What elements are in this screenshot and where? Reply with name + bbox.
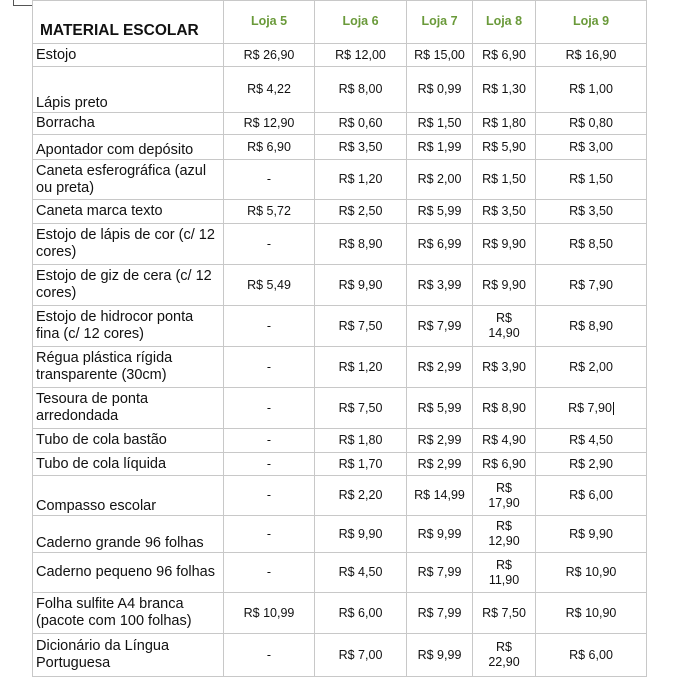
price-value: - xyxy=(266,172,272,186)
price-cell[interactable] xyxy=(407,553,473,593)
price-value: R$ 12,90 xyxy=(243,116,295,130)
price-value: R$ 9,90 xyxy=(338,277,383,292)
price-value: R$ 1,20 xyxy=(338,359,383,374)
item-name-cell[interactable]: Tesoura de ponta arredondada xyxy=(33,388,224,429)
price-cell[interactable] xyxy=(224,429,315,453)
item-name-cell[interactable]: Tubo de cola líquida xyxy=(33,453,224,476)
price-value: - xyxy=(266,433,272,447)
table-row xyxy=(33,224,647,265)
price-cell[interactable] xyxy=(407,388,473,429)
price-value: R$ 4,50 xyxy=(338,565,383,579)
item-name-cell[interactable]: Dicionário da Língua Portuguesa xyxy=(33,634,224,677)
price-cell[interactable] xyxy=(407,516,473,553)
price-cell[interactable] xyxy=(224,593,315,634)
price-value: R$ 2,00 xyxy=(569,359,613,374)
price-value: R$ 1,50 xyxy=(417,116,462,130)
price-cell[interactable] xyxy=(407,160,473,200)
table-row xyxy=(33,553,647,593)
price-cell[interactable] xyxy=(407,224,473,265)
price-value: R$ 7,99 xyxy=(417,565,462,579)
table-row xyxy=(33,44,647,67)
price-value: R$ 2,90 xyxy=(569,456,613,471)
table-row xyxy=(33,429,647,453)
price-value: R$ 3,00 xyxy=(569,139,613,154)
price-value: R$ 1,50 xyxy=(569,172,613,186)
price-value: R$ 1,99 xyxy=(417,139,462,154)
price-value: R$ 7,90 xyxy=(568,400,612,415)
price-value: R$ 6,90 xyxy=(247,139,291,154)
table-title: MATERIAL ESCOLAR xyxy=(33,1,224,44)
price-value: R$ 14,99 xyxy=(414,488,465,502)
price-cell[interactable] xyxy=(536,453,647,476)
price-cell[interactable] xyxy=(224,67,315,113)
table-row xyxy=(33,200,647,224)
price-cell[interactable] xyxy=(315,265,407,306)
price-cell[interactable] xyxy=(473,224,536,265)
price-value: R$ 8,50 xyxy=(569,236,613,251)
price-value: R$ 9,90 xyxy=(482,236,526,251)
price-value: R$ 9,99 xyxy=(417,647,462,662)
price-value: R$ 6,90 xyxy=(482,47,526,62)
table-row xyxy=(33,265,647,306)
item-name-cell[interactable]: Estojo de giz de cera (c/ 12 cores) xyxy=(33,265,224,306)
price-cell[interactable] xyxy=(315,388,407,429)
price-cell[interactable] xyxy=(536,593,647,634)
item-name-cell[interactable]: Estojo de hidrocor ponta fina (c/ 12 cores) xyxy=(33,306,224,347)
price-cell[interactable] xyxy=(536,135,647,160)
price-value: R$ 1,00 xyxy=(569,82,613,96)
price-value: R$ 5,90 xyxy=(482,139,526,154)
table-row xyxy=(33,306,647,347)
table-row xyxy=(33,67,647,113)
store-header: Loja 6 xyxy=(315,1,407,44)
price-value: R$ 3,99 xyxy=(417,277,462,292)
price-cell[interactable] xyxy=(536,67,647,113)
price-cell[interactable] xyxy=(473,67,536,113)
price-cell[interactable] xyxy=(407,265,473,306)
table-row xyxy=(33,593,647,634)
price-value: R$ 7,50 xyxy=(482,605,526,620)
price-cell[interactable] xyxy=(473,593,536,634)
price-value: - xyxy=(266,526,272,541)
price-value: - xyxy=(266,647,272,662)
price-value: R$ 7,50 xyxy=(338,400,383,415)
price-cell[interactable] xyxy=(224,553,315,593)
price-cell[interactable] xyxy=(473,429,536,453)
price-value: R$ 5,72 xyxy=(247,204,291,218)
price-cell[interactable] xyxy=(536,476,647,516)
price-cell[interactable] xyxy=(536,429,647,453)
price-cell[interactable] xyxy=(407,429,473,453)
price-value: R$ 4,50 xyxy=(569,433,613,447)
price-cell[interactable] xyxy=(315,44,407,67)
price-cell[interactable] xyxy=(315,516,407,553)
price-cell[interactable] xyxy=(536,265,647,306)
price-value: R$ 2,50 xyxy=(338,204,383,218)
price-cell[interactable] xyxy=(473,453,536,476)
price-value: R$ 3,50 xyxy=(338,139,383,154)
price-cell[interactable] xyxy=(473,516,536,553)
price-cell[interactable] xyxy=(407,200,473,224)
price-value: R$ 0,60 xyxy=(338,116,383,130)
price-value: R$ 5,99 xyxy=(417,204,462,218)
price-cell[interactable] xyxy=(315,113,407,135)
price-value: R$ 1,80 xyxy=(338,433,383,447)
price-value: R$ 10,99 xyxy=(243,605,295,620)
price-value: - xyxy=(266,400,272,415)
store-header: Loja 8 xyxy=(473,1,536,44)
store-header: Loja 9 xyxy=(536,1,647,44)
school-supplies-price-table xyxy=(32,0,647,677)
price-cell[interactable] xyxy=(407,113,473,135)
table-row xyxy=(33,388,647,429)
price-value: R$ 4,90 xyxy=(482,433,526,447)
price-cell[interactable] xyxy=(315,135,407,160)
price-cell[interactable] xyxy=(407,44,473,67)
price-value: - xyxy=(266,236,272,251)
price-value: R$ 5,99 xyxy=(417,400,462,415)
price-cell[interactable] xyxy=(315,429,407,453)
price-value: R$ 2,00 xyxy=(417,172,462,186)
item-name-cell[interactable]: Borracha xyxy=(33,113,224,135)
price-cell[interactable] xyxy=(315,593,407,634)
price-cell[interactable] xyxy=(536,224,647,265)
item-name-cell[interactable]: Compasso escolar xyxy=(33,476,224,516)
price-cell[interactable] xyxy=(473,476,536,516)
price-cell[interactable] xyxy=(473,347,536,388)
price-cell[interactable] xyxy=(315,200,407,224)
price-value: R$ 7,99 xyxy=(417,318,462,333)
price-value: R$ 7,99 xyxy=(417,605,462,620)
price-cell[interactable] xyxy=(224,44,315,67)
price-cell[interactable] xyxy=(473,200,536,224)
item-name-cell[interactable]: Folha sulfite A4 branca (pacote com 100 folhas) xyxy=(33,593,224,634)
price-cell[interactable] xyxy=(536,553,647,593)
price-value: R$ 7,90 xyxy=(569,277,613,292)
item-name-cell[interactable]: Tubo de cola bastão xyxy=(33,429,224,453)
store-header: Loja 5 xyxy=(224,1,315,44)
price-value: - xyxy=(266,488,272,502)
price-cell[interactable] xyxy=(224,388,315,429)
price-value: R$ 1,70 xyxy=(338,456,383,471)
price-value: R$ 10,90 xyxy=(565,605,617,620)
price-value: R$ 11,90 xyxy=(488,557,520,587)
price-value: R$ 9,90 xyxy=(482,277,526,292)
price-cell[interactable] xyxy=(407,476,473,516)
price-value: R$ 16,90 xyxy=(565,47,617,62)
price-cell[interactable] xyxy=(315,553,407,593)
price-cell[interactable] xyxy=(407,347,473,388)
item-name-cell[interactable]: Régua plástica rígida transparente (30cm) xyxy=(33,347,224,388)
price-cell[interactable] xyxy=(473,44,536,67)
price-cell[interactable] xyxy=(315,634,407,677)
price-value: R$ 10,90 xyxy=(565,565,617,579)
price-cell[interactable] xyxy=(315,306,407,347)
price-value: R$ 2,99 xyxy=(417,456,462,471)
price-value: R$ 2,99 xyxy=(417,359,462,374)
price-value: R$ 8,90 xyxy=(482,400,526,415)
price-cell[interactable] xyxy=(224,265,315,306)
price-value: R$ 1,30 xyxy=(482,82,526,96)
price-cell[interactable] xyxy=(473,388,536,429)
price-cell[interactable] xyxy=(315,160,407,200)
price-cell[interactable] xyxy=(224,476,315,516)
price-value: R$ 9,90 xyxy=(569,526,613,541)
table-row xyxy=(33,160,647,200)
item-name-cell[interactable]: Apontador com depósito xyxy=(33,135,224,160)
price-value: R$ 6,00 xyxy=(338,605,383,620)
price-value: - xyxy=(266,456,272,471)
price-value: R$ 12,90 xyxy=(488,519,520,548)
price-value: R$ 9,99 xyxy=(417,526,462,541)
price-value: R$ 0,80 xyxy=(569,116,613,130)
price-value: R$ 3,50 xyxy=(569,204,613,218)
price-cell[interactable] xyxy=(536,634,647,677)
price-value: R$ 9,90 xyxy=(338,526,383,541)
price-cell[interactable] xyxy=(473,553,536,593)
table-row xyxy=(33,453,647,476)
price-cell[interactable] xyxy=(315,453,407,476)
price-value: - xyxy=(266,565,272,579)
table-row xyxy=(33,135,647,160)
price-cell[interactable] xyxy=(224,113,315,135)
price-value: R$ 7,50 xyxy=(338,318,383,333)
price-value: R$ 1,80 xyxy=(482,116,526,130)
price-cell[interactable] xyxy=(536,113,647,135)
price-cell[interactable] xyxy=(473,113,536,135)
price-cell[interactable] xyxy=(536,44,647,67)
price-cell[interactable] xyxy=(407,634,473,677)
price-value: R$ 6,99 xyxy=(417,236,462,251)
price-cell[interactable] xyxy=(407,453,473,476)
price-value: R$ 5,49 xyxy=(247,277,291,292)
price-cell[interactable] xyxy=(224,224,315,265)
item-name-cell[interactable]: Caneta marca texto xyxy=(33,200,224,224)
item-name-cell[interactable]: Lápis preto xyxy=(33,67,224,113)
price-value: - xyxy=(266,359,272,374)
price-cell[interactable] xyxy=(536,347,647,388)
price-value: - xyxy=(266,318,272,333)
row-selector-corner[interactable] xyxy=(13,0,33,6)
price-cell[interactable] xyxy=(473,135,536,160)
price-cell[interactable] xyxy=(224,516,315,553)
price-cell[interactable] xyxy=(224,160,315,200)
price-cell[interactable] xyxy=(224,200,315,224)
store-header: Loja 7 xyxy=(407,1,473,44)
price-cell[interactable] xyxy=(224,347,315,388)
price-value: R$ 8,90 xyxy=(338,236,383,251)
price-cell[interactable] xyxy=(536,306,647,347)
price-value: R$ 1,20 xyxy=(338,172,383,186)
price-value: R$ 8,90 xyxy=(569,318,613,333)
price-value: R$ 0,99 xyxy=(417,82,462,96)
price-cell[interactable] xyxy=(315,224,407,265)
price-value: R$ 15,00 xyxy=(414,47,465,62)
price-cell[interactable] xyxy=(407,306,473,347)
item-name-cell[interactable]: Caderno pequeno 96 folhas xyxy=(33,553,224,593)
table-row xyxy=(33,634,647,677)
table-row xyxy=(33,113,647,135)
price-cell[interactable] xyxy=(224,453,315,476)
price-value: R$ 2,20 xyxy=(338,488,383,502)
text-cursor xyxy=(613,402,614,415)
price-cell[interactable] xyxy=(407,135,473,160)
price-cell[interactable] xyxy=(407,67,473,113)
price-cell[interactable] xyxy=(473,265,536,306)
price-cell[interactable] xyxy=(536,200,647,224)
price-value: R$ 6,00 xyxy=(569,647,613,662)
price-value: R$ 3,50 xyxy=(482,204,526,218)
price-cell[interactable] xyxy=(315,67,407,113)
item-name-cell[interactable]: Estojo de lápis de cor (c/ 12 cores) xyxy=(33,224,224,265)
price-cell[interactable] xyxy=(315,347,407,388)
price-cell[interactable] xyxy=(473,160,536,200)
price-value: R$ 4,22 xyxy=(247,82,291,96)
price-value: R$ 17,90 xyxy=(488,480,520,510)
price-value: R$ 14,90 xyxy=(488,311,520,340)
table-row xyxy=(33,347,647,388)
price-cell[interactable] xyxy=(224,135,315,160)
price-value: R$ 8,00 xyxy=(338,82,383,96)
price-value: R$ 7,00 xyxy=(338,647,383,662)
price-value: R$ 2,99 xyxy=(417,433,462,447)
price-value: R$ 6,00 xyxy=(569,488,613,502)
price-value: R$ 3,90 xyxy=(482,359,526,374)
item-name-cell[interactable]: Caneta esferográfica (azul ou preta) xyxy=(33,160,224,200)
price-value: R$ 1,50 xyxy=(482,172,526,186)
price-value: R$ 12,00 xyxy=(335,47,386,62)
price-cell[interactable] xyxy=(407,593,473,634)
price-cell[interactable] xyxy=(315,476,407,516)
price-value: R$ 22,90 xyxy=(488,640,520,669)
price-cell[interactable] xyxy=(473,306,536,347)
price-cell[interactable] xyxy=(224,634,315,677)
item-name-cell[interactable]: Estojo xyxy=(33,44,224,67)
item-name-cell[interactable]: Caderno grande 96 folhas xyxy=(33,516,224,553)
price-cell[interactable] xyxy=(224,306,315,347)
price-cell[interactable] xyxy=(473,634,536,677)
price-cell[interactable] xyxy=(536,388,647,429)
table-row xyxy=(33,516,647,553)
price-cell[interactable] xyxy=(536,516,647,553)
table-row xyxy=(33,476,647,516)
header-row xyxy=(33,1,647,44)
price-value: R$ 6,90 xyxy=(482,456,526,471)
price-value: R$ 26,90 xyxy=(243,47,295,62)
price-cell[interactable] xyxy=(536,160,647,200)
